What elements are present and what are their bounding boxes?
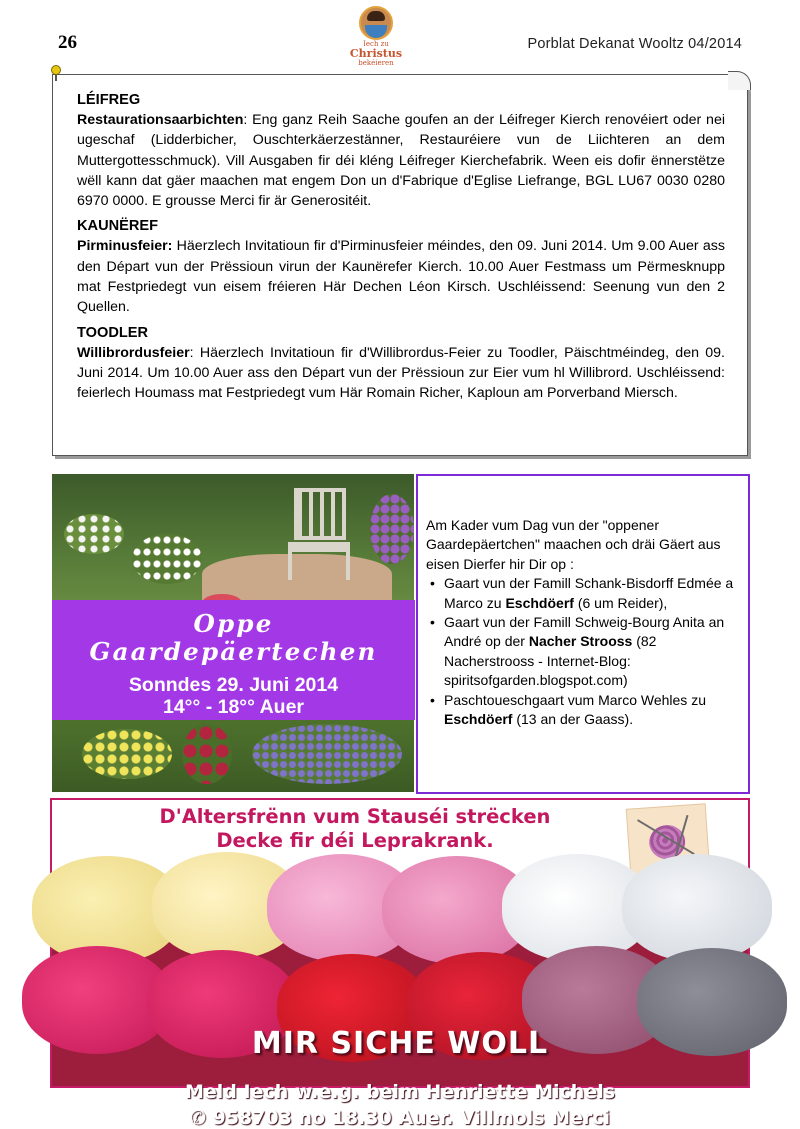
flower-decoration — [182, 724, 232, 784]
garden-item-text: (6 um Reider), — [573, 594, 668, 611]
header-title: Porblat Dekanat Wooltz 04/2014 — [527, 36, 742, 52]
garden-bench-icon — [288, 488, 352, 580]
section-lead-toodler: Willibrordusfeier — [77, 344, 190, 361]
section-body-leifreg: : Eng ganz Reih Saache goufen an der Léifreger Kierch renovéiert oder nei ugeschaf (Lidderbicher, Ouschterkäerzestänner, Restauréiere vun de Liichteren an dem Muttergottesschmuck). Vill Ausgaben fir déi kléng Léifreger Kierchefabrik. Ween eis dofir ënnerstëtze wëll kann dat gäer maachen mat engem Don un d'Fabrique d'Eglise Liefrange, BGL LU67 0030 0280 6970 0000. E grousse Merci fir är Generositéit. — [77, 112, 725, 210]
section-body-toodler: : Häerzlech Invitatioun fir d'Willibrordus-Feier zu Toodler, Päischtméindeg, den 09. Juni 2014. Um 10.00 Auer ass den Départ vun der Prëssioun zur Eier vum hl Willibrord. Uschléissend: feierlech Houmass mat Festpriedegt vum Här Romain Richer, Kaploun am Porverband Miersch. — [77, 344, 725, 402]
wool-contact-line-1: Meld Iech w.e.g. beim Henriette Michels — [184, 1081, 616, 1103]
garden-item-text: Gaart vun der Famill Schank-Bisdorff Edmée a Marco zu — [444, 575, 734, 611]
garden-banner-title: Oppe Gaardepäertechen — [89, 609, 378, 666]
garden-item-text: Paschtoueschgaart vum Marco Wehles zu — [444, 691, 706, 708]
section-heading-leifreg: LÉIFREG — [77, 92, 141, 108]
list-item — [426, 613, 740, 691]
section-lead-kaunereF: Pirminusfeier: — [77, 238, 173, 255]
section-heading-toodler: TOODLER — [77, 324, 149, 341]
wool-title: MIR SICHE WOLL — [251, 1026, 549, 1061]
flower-decoration — [132, 534, 202, 584]
flower-decoration — [64, 514, 124, 554]
garden-item-place: Eschdöerf — [505, 594, 574, 611]
garden-info-box — [416, 474, 750, 794]
logo-text-1: Iech zu — [363, 40, 389, 48]
wool-contact-line-2: ✆ 958703 no 18.30 Auer. Villmols Merci — [189, 1107, 611, 1129]
flower-decoration — [82, 729, 172, 779]
section-text-leifreg — [77, 110, 725, 211]
list-item — [426, 691, 740, 730]
garden-list — [426, 574, 740, 729]
wool-box — [50, 798, 750, 1129]
garden-item-place: Eschdöerf — [444, 711, 513, 728]
section-text-kaunereF — [77, 236, 725, 317]
page-number: 26 — [58, 32, 77, 53]
garden-item-place: Nacher Strooss — [528, 633, 633, 650]
wool-photo — [52, 876, 748, 1129]
garden-item-text: (13 an der Gaass). — [512, 711, 634, 728]
wool-header-line-2: Decke fir déi Leprakrank. — [216, 829, 494, 852]
section-body-kaunereF: Häerzlech Invitatioun fir d'Pirminusfeier méindes, den 09. Juni 2014. Um 9.00 Auer ass den Départ vun der Prëssioun virun der Kaunërefer Kierch. 10.00 Auer Festmass um Përmesknupp mat Festpriedegt vun eisem fréieren Här Dechen Léon Kirsch. Uschléissend: Seenung vun den 2 Quellen. — [77, 238, 725, 316]
yarn-ball — [622, 854, 772, 962]
wool-header-line-1: D'Altersfrënn vum Stauséi strëcken — [159, 805, 551, 828]
parish-logo-icon — [359, 6, 393, 40]
section-text-toodler — [77, 343, 725, 404]
garden-banner — [52, 600, 415, 720]
section-heading-kaunereF: KAUNËREF — [77, 218, 159, 235]
garden-intro: Am Kader vum Dag vun der "oppener Gaardepäertchen" maachen och dräi Gäert aus eisen Dierfer hir Dir op : — [426, 517, 721, 572]
parish-logo — [346, 6, 406, 68]
flower-decoration — [370, 494, 414, 564]
scroll-curl-decoration — [728, 71, 751, 90]
garden-item-text: Gaart vun der Famill Schweig-Bourg Anita an André op der — [444, 614, 725, 650]
garden-item-text: (82 Nacherstrooss - Internet-Blog: spiritsofgarden.blogspot.com) — [444, 633, 657, 689]
garden-banner-date: Sonndes 29. Juni 2014 — [128, 674, 339, 696]
section-lead-leifreg: Restaurationsaarbichten — [77, 112, 244, 128]
pin-icon — [51, 65, 61, 79]
logo-text-2: Christus — [349, 47, 403, 60]
list-item — [426, 574, 740, 613]
garden-banner-hours: 14°° - 18°° Auer — [162, 696, 305, 718]
wool-header — [52, 800, 748, 876]
flower-decoration — [252, 724, 402, 784]
news-box — [52, 74, 748, 456]
logo-text-3: bekéieren — [358, 59, 394, 67]
